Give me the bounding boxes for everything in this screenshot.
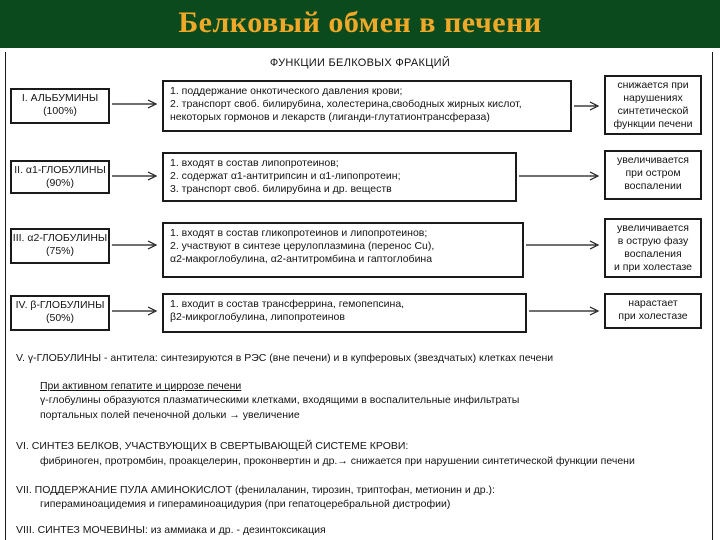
alpha2-effect-2: в острую фазу	[617, 235, 689, 247]
coagulation-heading: VI. СИНТЕЗ БЕЛКОВ, УЧАСТВУЮЩИХ В СВЕРТЫВАЮЩЕЙ СИСТЕМЕ КРОВИ:	[16, 440, 409, 452]
albumin-function-1: 1. поддержание онкотического давления крови;	[170, 85, 403, 97]
amino-acid-heading: VII. ПОДДЕРЖАНИЕ ПУЛА АМИНОКИСЛОТ (фенилаланин, тирозин, триптофан, метионин и др.):	[16, 484, 495, 496]
beta-functions-box	[162, 293, 527, 333]
alpha2-label: III. α2-ГЛОБУЛИНЫ	[12, 232, 108, 244]
alpha2-effect-1: увеличивается	[617, 222, 689, 234]
albumin-function-3: некоторых гормонов и лекарств (лиганди-глутатионтрансфераза)	[170, 111, 490, 123]
beta-label: IV. β-ГЛОБУЛИНЫ	[15, 299, 105, 311]
gamma-hepatitis-line-1: γ-глобулины образуются плазматическими клетками, входящими в воспалительные инфильтраты	[40, 394, 520, 406]
alpha1-box	[10, 160, 110, 194]
alpha1-function-2: 2. содержат α1-антитрипсин и α1-липопротеин;	[170, 170, 401, 182]
albumin-box	[10, 88, 110, 124]
coagulation-detail: фибриноген, протромбин, проакцелерин, проконвертин и др.→ снижается при нарушении синтетической функции печени	[40, 455, 635, 467]
frame-left-line	[5, 52, 6, 540]
albumin-percent: (100%)	[43, 105, 77, 117]
albumin-effect-4: функции печени	[613, 118, 693, 130]
arrow-right-icon	[527, 305, 604, 317]
beta-effect-box	[604, 293, 702, 329]
alpha1-effect-box	[604, 150, 702, 200]
beta-percent: (50%)	[45, 312, 74, 324]
urea-synthesis-line: VIII. СИНТЕЗ МОЧЕВИНЫ: из аммиака и др. - дезинтоксикация	[16, 524, 326, 536]
slide-title: Белковый обмен в печени	[178, 6, 542, 39]
alpha2-function-3: α2-макроглобулина, α2-антитромбина и гаптоглобина	[170, 253, 433, 265]
beta-effect-1: нарастает	[628, 297, 678, 309]
alpha2-function-1: 1. входят в состав гликопротеинов и липопротеинов;	[170, 227, 428, 239]
beta-function-2: β2-микроглобулина, липопротеинов	[170, 311, 345, 323]
alpha1-function-1: 1. входят в состав липопротеинов;	[170, 157, 339, 169]
arrow-right-icon	[524, 239, 604, 251]
slide-header	[0, 0, 720, 50]
alpha2-functions-box	[162, 222, 524, 278]
amino-acid-detail: гипераминоацидемия и гипераминоацидурия (при гепатоцеребральной дистрофии)	[40, 498, 451, 510]
arrow-right-icon	[110, 98, 162, 110]
albumin-function-2: 2. транспорт своб. билирубина, холестерина,свободных жирных кислот,	[170, 98, 522, 110]
beta-function-1: 1. входит в состав трансферрина, гемопепсина,	[170, 298, 405, 310]
alpha1-effect-1: увеличивается	[617, 154, 689, 166]
arrow-right-icon	[517, 170, 604, 182]
albumin-effect-2: нарушениях	[623, 92, 683, 104]
arrow-right-icon	[110, 305, 162, 317]
alpha1-percent: (90%)	[45, 177, 74, 189]
alpha2-box	[10, 228, 110, 264]
gamma-hepatitis-heading: При активном гепатите и циррозе печени	[40, 380, 242, 392]
frame-right-line	[712, 52, 713, 540]
diagram-title: ФУНКЦИИ БЕЛКОВЫХ ФРАКЦИЙ	[269, 57, 451, 69]
albumin-effect-1: снижается при	[617, 79, 689, 91]
alpha2-function-2: 2. участвуют в синтезе церулоплазмина (перенос Cu),	[170, 240, 435, 252]
alpha1-label: II. α1-ГЛОБУЛИНЫ	[14, 164, 106, 176]
arrow-right-icon	[110, 239, 162, 251]
alpha1-effect-2: при остром	[625, 167, 681, 179]
alpha2-effect-3: воспаления	[624, 248, 682, 260]
alpha2-effect-box	[604, 218, 702, 278]
albumin-functions-box	[162, 80, 572, 132]
albumin-label: I. АЛЬБУМИНЫ	[21, 92, 99, 104]
beta-effect-2: при холестазе	[618, 310, 688, 322]
alpha2-effect-4: и при холестазе	[614, 261, 692, 273]
alpha2-percent: (75%)	[45, 245, 74, 257]
arrow-right-icon	[572, 100, 604, 112]
alpha1-effect-3: воспалении	[624, 180, 682, 192]
gamma-hepatitis-line-2: портальных полей печеночной дольки → увеличение	[40, 409, 300, 421]
alpha1-functions-box	[162, 152, 517, 202]
albumin-effect-box	[604, 75, 702, 135]
alpha1-function-3: 3. транспорт своб. билирубина и др. веществ	[170, 183, 392, 195]
gamma-globulins-line: V. γ-ГЛОБУЛИНЫ - антитела: синтезируются в РЭС (вне печени) и в купферовых (звездчатых) клетках печени	[16, 352, 554, 364]
albumin-effect-3: синтетической	[617, 105, 689, 117]
beta-box	[10, 295, 110, 331]
arrow-right-icon	[110, 170, 162, 182]
